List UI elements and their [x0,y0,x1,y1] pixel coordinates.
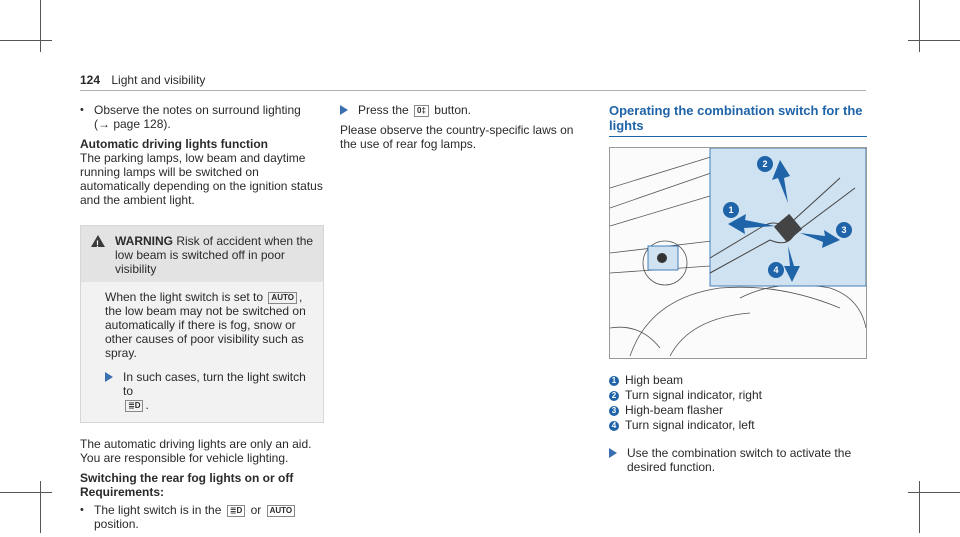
warning-title: Risk of accident when the low beam is switched off in poor visibility [115,234,314,276]
crop-mark [908,40,960,41]
legend-item [609,373,867,387]
page-number: 124 [80,73,101,87]
warning-text: When the light switch is set to [105,290,264,304]
warning-step-text: In such cases, turn the light switch to [123,370,306,398]
column-right [609,103,867,480]
auto-lights-heading: Automatic driving lights function [80,137,268,151]
legend-number: 1 [609,376,619,386]
crop-mark [0,40,52,41]
legend-number: 2 [609,391,619,401]
auto-symbol-icon: AUTO [268,292,297,304]
legend-label: Turn signal indicator, right [625,388,762,402]
requirement-text: The light switch is in the [94,503,222,517]
crop-mark [0,492,52,493]
page-reference-link[interactable]: (→ page 128). [94,117,171,131]
figure-legend [609,373,867,432]
crop-mark [40,481,41,533]
press-step-text-cont: button. [434,103,471,117]
press-step-text: Press the [358,103,409,117]
combination-step [609,446,867,474]
callout-1: 1 [728,205,734,215]
crop-mark [919,481,920,533]
combination-switch-heading: Operating the combination switch for the lights [609,103,863,133]
requirement-or: or [250,503,262,517]
fog-laws-text: Please observe the country-specific laws on the use of rear fog lamps. [340,123,574,151]
crop-mark [908,492,960,493]
warning-text-cont: , the low beam may not be switched on automatically if there is fog, snow or other causes of poor visibility such as spray. [105,290,306,360]
callout-3: 3 [841,225,847,235]
press-step [340,103,590,117]
legend-item [609,418,867,432]
legend-item [609,388,867,402]
bullet-text: • Observe the notes on surround lighting [94,103,301,117]
callout-4: 4 [773,265,779,275]
column-middle [340,103,590,157]
auto-symbol-icon: AUTO [267,505,296,517]
step-arrow-icon [105,372,113,382]
crop-mark [40,0,41,52]
list-item [80,503,324,531]
warning-label: WARNING [115,234,173,248]
fog-lights-heading: Switching the rear fog lights on or off [80,471,294,485]
low-beam-symbol-icon: ≣D [125,400,143,412]
requirement-text-cont: position. [94,517,139,531]
combination-switch-figure [609,147,867,359]
warning-triangle-icon [91,235,105,247]
heading-rule [609,136,867,137]
callout-2: 2 [762,159,768,169]
step-arrow-icon [609,448,617,458]
header-rule [80,90,866,91]
legend-item [609,403,867,417]
requirements-heading: Requirements: [80,485,165,499]
step-arrow-icon [340,105,348,115]
legend-number: 3 [609,406,619,416]
list-item [80,103,324,131]
warning-body [81,282,323,422]
warning-box [80,225,324,423]
auto-lights-text: The parking lamps, low beam and daytime running lamps will be switched on automatically depending on the ignition status and the ambient light. [80,151,323,207]
combination-step-text: Use the combination switch to activate the desired function. [627,446,852,474]
aid-text: The automatic driving lights are only an aid. You are responsible for vehicle lighting. [80,437,312,465]
steering-column-illustration [610,148,866,356]
page-header [80,73,205,87]
warning-header [81,226,323,282]
crop-mark [919,0,920,52]
warning-step: In such cases, turn the light switch to ≣D . [105,370,315,412]
legend-label: High-beam flasher [625,403,724,417]
section-title: Light and visibility [111,73,206,87]
legend-label: High beam [625,373,684,387]
legend-label: Turn signal indicator, left [625,418,755,432]
rear-fog-symbol-icon: 0‡ [414,105,429,117]
legend-number: 4 [609,421,619,431]
column-left [80,103,324,537]
low-beam-symbol-icon: ≣D [227,505,245,517]
